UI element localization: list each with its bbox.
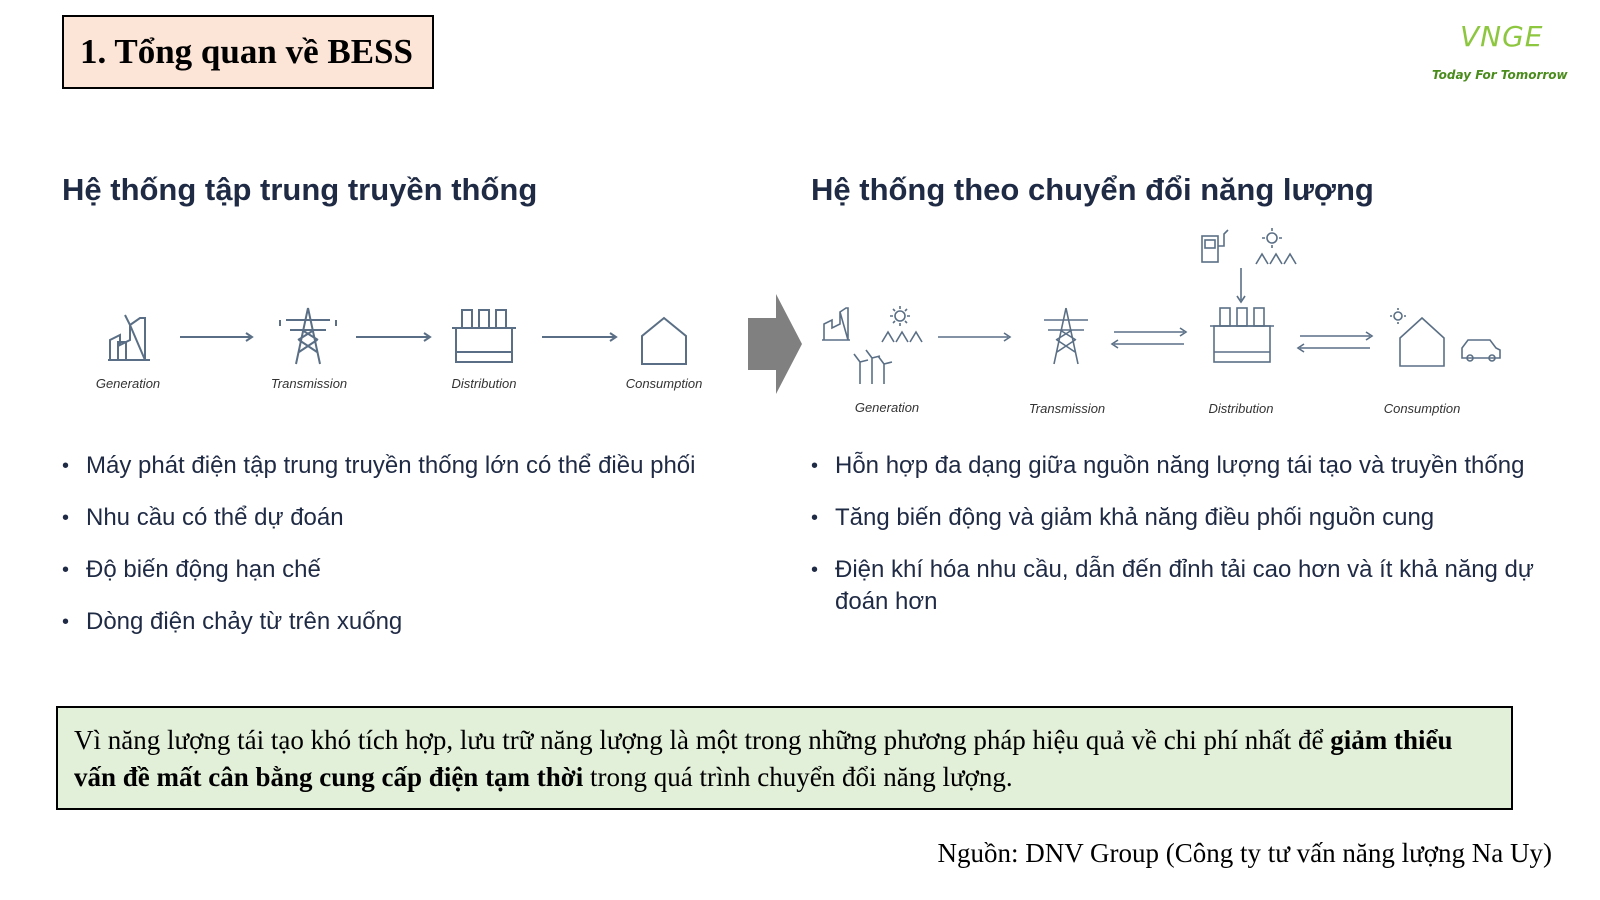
note-text-after: trong quá trình chuyển đổi năng lượng. (583, 762, 1013, 792)
right-bullet-3: • Điện khí hóa nhu cầu, dẫn đến đỉnh tải cao hơn và ít khả năng dự đoán hơn (811, 554, 1541, 618)
conclusion-note (56, 706, 1513, 810)
note-text-bold: giảm thiểu vấn đề mất cân bằng cung cấp điện tạm thời (74, 725, 1453, 792)
right-label-distribution: Distribution (1208, 401, 1274, 416)
left-bullet-3: • Độ biến động hạn chế (62, 554, 722, 586)
right-bullet-list (811, 450, 1541, 638)
left-label-consumption: Consumption (625, 376, 703, 391)
electric-car-icon (1462, 340, 1500, 361)
left-label-generation: Generation (95, 376, 161, 391)
house-icon (1390, 308, 1444, 366)
factory-icon (108, 315, 150, 360)
logo-mark: VNGE (1460, 20, 1544, 53)
right-heading: Hệ thống theo chuyển đổi năng lượng (811, 172, 1374, 207)
source-citation: Nguồn: DNV Group (Công ty tư vấn năng lượng Na Uy) (937, 838, 1552, 868)
left-bullet-list (62, 450, 722, 658)
logo-tagline: Today For Tomorrow (1432, 68, 1568, 82)
right-label-generation: Generation (854, 400, 920, 415)
solar-panel-icon (1256, 228, 1296, 264)
left-bullet-1: • Máy phát điện tập trung truyền thống lớn có thể điều phối (62, 450, 722, 482)
wind-turbine-icon (854, 350, 892, 384)
right-bullet-1: • Hỗn hợp đa dạng giữa nguồn năng lượng tái tạo và truyền thống (811, 450, 1541, 482)
slide-title: 1. Tổng quan về BESS (62, 15, 434, 89)
left-diagram (0, 290, 760, 410)
left-bullet-4: • Dòng điện chảy từ trên xuống (62, 606, 722, 638)
left-bullet-2: • Nhu cầu có thể dự đoán (62, 502, 722, 534)
substation-icon (452, 310, 516, 362)
ev-charger-icon (1202, 230, 1228, 262)
pylon-icon (280, 308, 336, 364)
left-heading: Hệ thống tập trung truyền thống (62, 172, 538, 207)
left-label-transmission: Transmission (270, 376, 348, 391)
note-text-before: Vì năng lượng tái tạo khó tích hợp, lưu trữ năng lượng là một trong những phương pháp hiệu quả về chi phí nhất để (74, 725, 1331, 755)
factory-icon (822, 308, 850, 340)
substation-icon (1210, 308, 1274, 362)
solar-panel-icon (882, 306, 922, 342)
right-label-consumption: Consumption (1383, 401, 1461, 416)
transition-arrow-icon (748, 294, 804, 394)
right-label-transmission: Transmission (1028, 401, 1106, 416)
vnge-logo (1430, 20, 1570, 90)
house-icon (642, 318, 686, 364)
right-bullet-2: • Tăng biến động và giảm khả năng điều phối nguồn cung (811, 502, 1541, 534)
left-label-distribution: Distribution (451, 376, 517, 391)
right-diagram (800, 220, 1560, 430)
pylon-icon (1044, 308, 1088, 364)
